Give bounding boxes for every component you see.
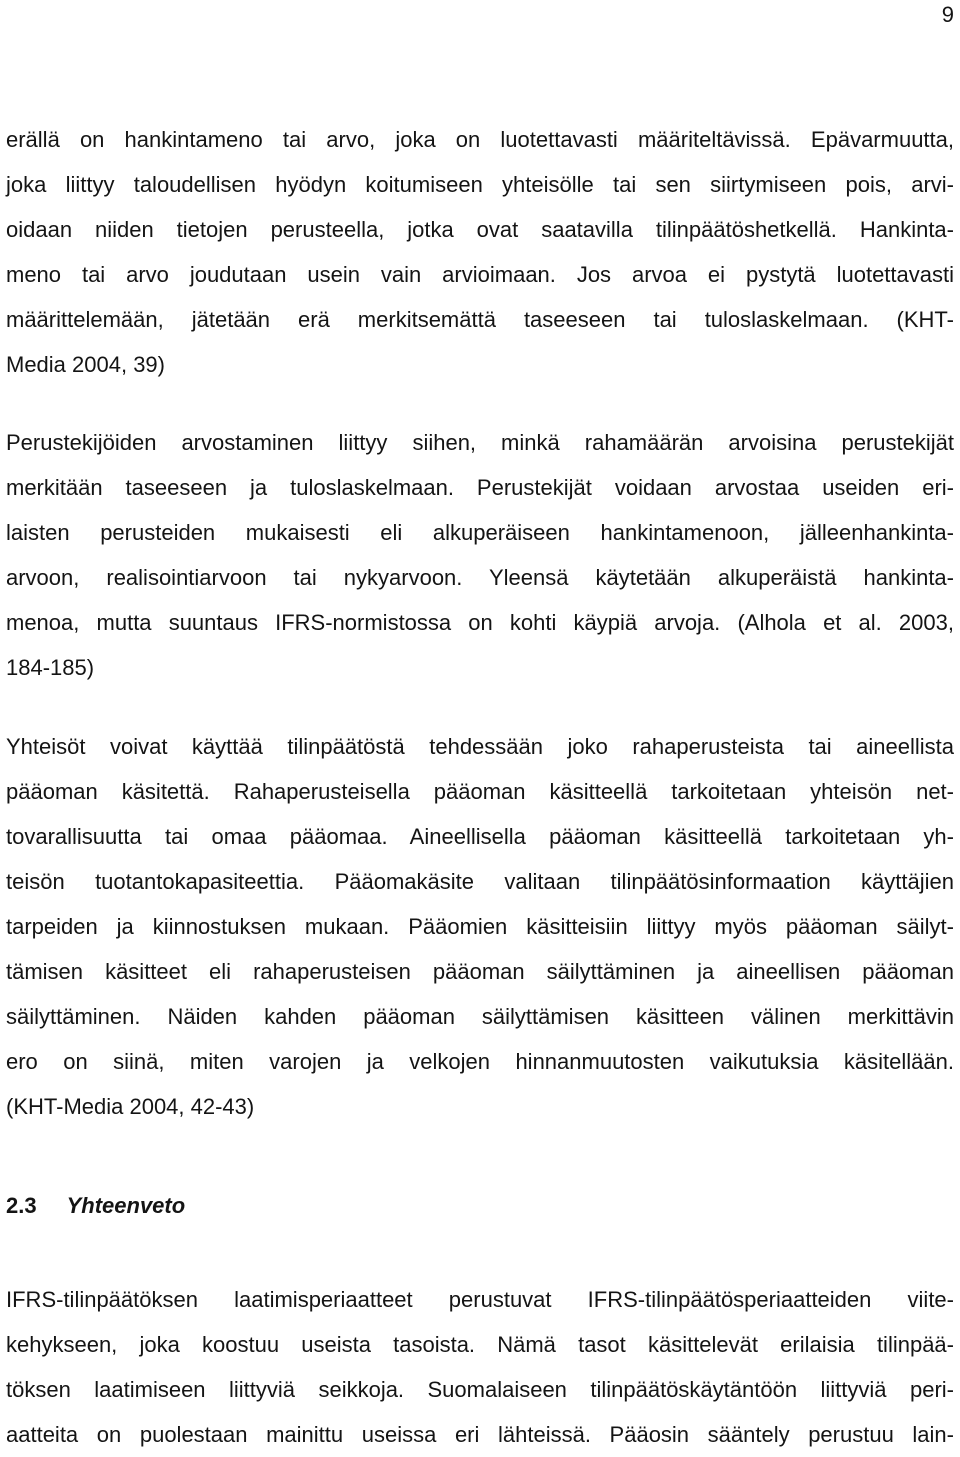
text-line: tovarallisuutta tai omaa pääomaa. Aineellisella pääoman käsitteellä tarkoitetaan yh- bbox=[6, 824, 954, 849]
text-line: (KHT-Media 2004, 42-43) bbox=[6, 1094, 255, 1119]
paragraph-capital-concepts bbox=[6, 724, 954, 1129]
text-line: arvoon, realisointiarvoon tai nykyarvoon. Yleensä käytetään alkuperäistä hankinta- bbox=[6, 565, 954, 590]
text-line: teisön tuotantokapasiteettia. Pääomakäsite valitaan tilinpäätösinformaation käyttäjien bbox=[6, 869, 954, 894]
page-number: 9 bbox=[941, 2, 954, 27]
paragraph-measurement-bases bbox=[6, 420, 954, 690]
text-line: meno tai arvo joudutaan usein vain arvioimaan. Jos arvoa ei pystytä luotettavasti bbox=[6, 262, 954, 287]
section-number: 2.3 bbox=[6, 1193, 37, 1218]
text-line: tämisen käsitteet eli rahaperusteisen pääoman säilyttäminen ja aineellisen pääoman bbox=[6, 959, 954, 984]
text-line: pääoman käsitettä. Rahaperusteisella pääoman käsitteellä tarkoitetaan yhteisön net- bbox=[6, 779, 954, 804]
text-line: joka liittyy taloudellisen hyödyn koitumiseen yhteisölle tai sen siirtymiseen pois, arvi- bbox=[6, 172, 954, 197]
text-line: menoa, mutta suuntaus IFRS-normistossa on kohti käypiä arvoja. (Alhola et al. 2003, bbox=[6, 610, 954, 635]
text-line: määrittelemään, jätetään erä merkitsemättä taseeseen tai tuloslaskelmaan. (KHT- bbox=[6, 307, 954, 332]
text-line: tarpeiden ja kiinnostuksen mukaan. Pääomien käsitteisiin liittyy myös pääoman säilyt- bbox=[6, 914, 954, 939]
text-line: Yhteisöt voivat käyttää tilinpäätöstä tehdessään joko rahaperusteista tai aineellista bbox=[6, 734, 954, 759]
text-line: IFRS-tilinpäätöksen laatimisperiaatteet perustuvat IFRS-tilinpäätösperiaatteiden viite- bbox=[6, 1287, 954, 1312]
section-title: Yhteenveto bbox=[66, 1193, 186, 1218]
text-line: oidaan niiden tietojen perusteella, jotka ovat saatavilla tilinpäätöshetkellä. Hankinta- bbox=[6, 217, 954, 242]
text-line: 184-185) bbox=[6, 655, 95, 680]
paragraph-valuation-uncertainty bbox=[6, 117, 954, 387]
text-line: Perustekijöiden arvostaminen liittyy siihen, minkä rahamäärän arvoisina perustekijät bbox=[6, 430, 954, 455]
text-line: aatteita on puolestaan mainittu useissa eri lähteissä. Pääosin sääntely perustuu lain- bbox=[6, 1422, 954, 1447]
text-line: merkitään taseeseen ja tuloslaskelmaan. Perustekijät voidaan arvostaa useiden eri- bbox=[6, 475, 954, 500]
text-line: ero on siinä, miten varojen ja velkojen hinnanmuutosten vaikutuksia käsitellään. bbox=[6, 1049, 954, 1074]
text-line: kehykseen, joka koostuu useista tasoista. Nämä tasot käsittelevät erilaisia tilinpää- bbox=[6, 1332, 954, 1357]
text-line: Media 2004, 39) bbox=[6, 352, 165, 377]
text-line: töksen laatimiseen liittyviä seikkoja. Suomalaiseen tilinpäätöskäytäntöön liittyviä peri- bbox=[6, 1377, 954, 1402]
paragraph-ifrs-framework bbox=[6, 1277, 954, 1457]
text-line: erällä on hankintameno tai arvo, joka on luotettavasti määriteltävissä. Epävarmuutta, bbox=[6, 127, 954, 152]
text-line: säilyttäminen. Näiden kahden pääoman säilyttämisen käsitteen välinen merkittävin bbox=[6, 1004, 954, 1029]
section-heading bbox=[6, 1189, 185, 1223]
text-line: laisten perusteiden mukaisesti eli alkuperäiseen hankintamenoon, jälleenhankinta- bbox=[6, 520, 954, 545]
